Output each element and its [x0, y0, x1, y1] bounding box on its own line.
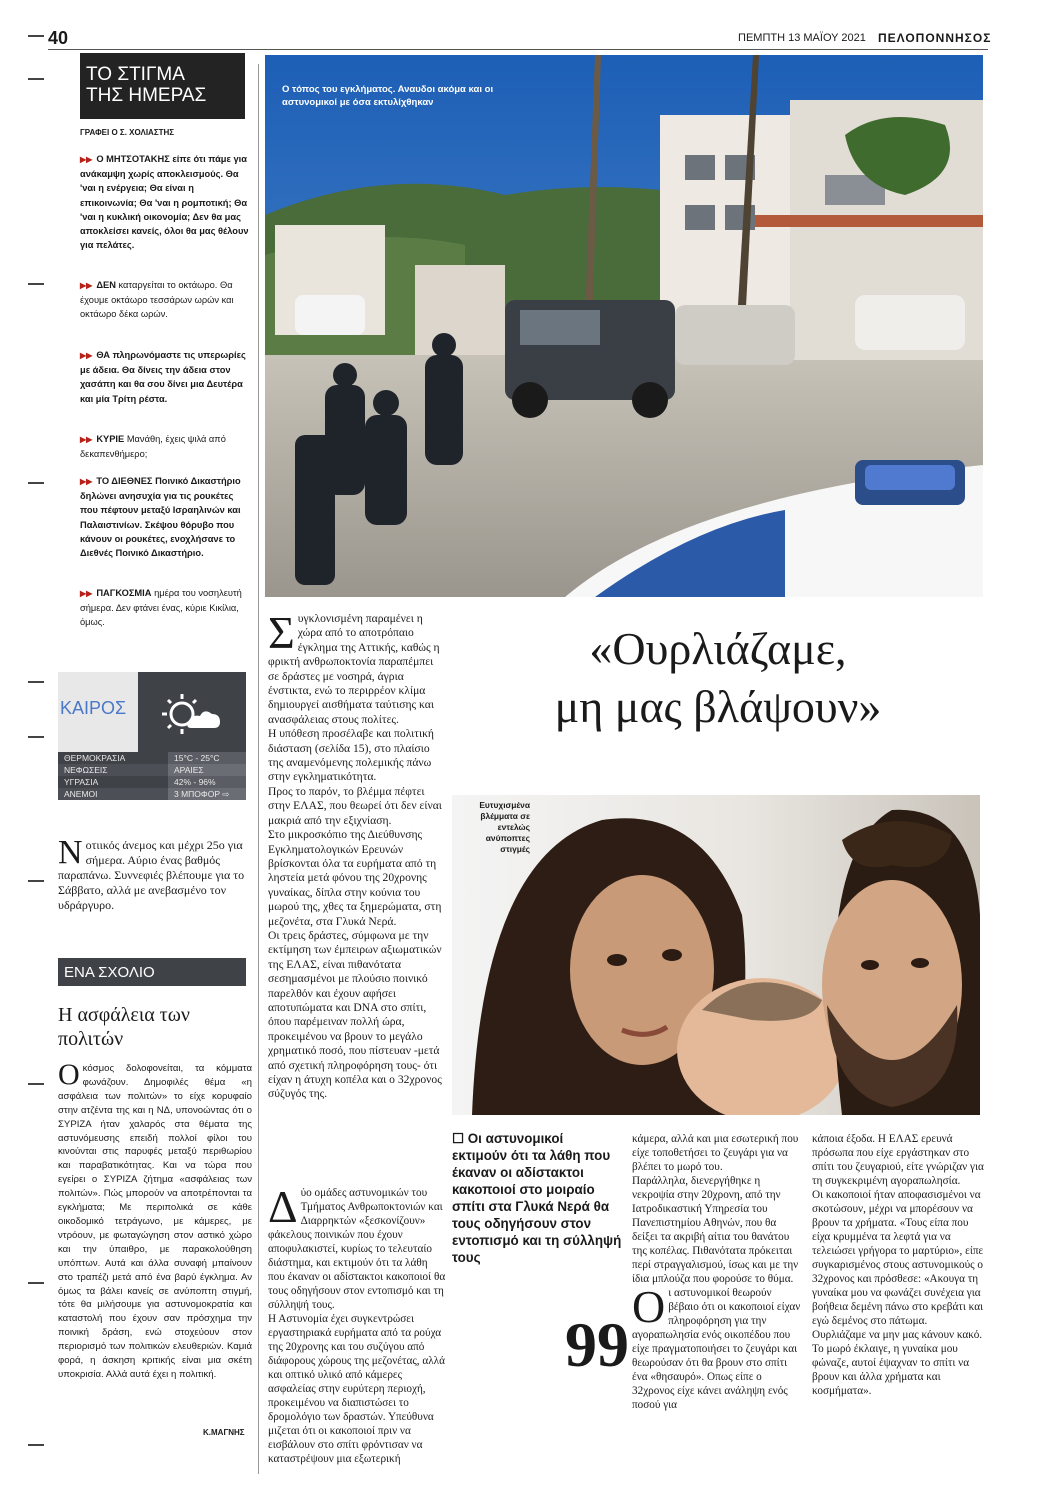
weather-box — [58, 672, 246, 824]
scan-mark — [28, 78, 44, 80]
scan-mark — [28, 880, 44, 882]
weather-row — [58, 764, 246, 776]
stigma-title-line1: ΤΟ ΣΤΙΓΜΑ — [86, 64, 185, 85]
crime-scene-image — [265, 55, 983, 597]
article-paragraph: κάποια έξοδα. Η ΕΛΑΣ ερευνά πρόσωπα που είχε εργάστηκαν στο σπίτι του ζευγαριού, είτε γνώριζαν για τη συγκεκριμένη αγοραπωλησία. — [812, 1133, 984, 1187]
crime-scene-caption: Ο τόπος του εγκλήματος. Αναυδοι ακόμα και οι αστυνομικοί με όσα εκτυλίχθηκαν — [282, 84, 494, 108]
scan-mark — [28, 736, 44, 738]
newspaper-name: ΠΕΛΟΠΟΝΝΗΣΟΣ — [878, 31, 992, 45]
stigma-item-lead: ΔΕΝ — [96, 280, 116, 290]
arrow-icon: ▶▶ — [80, 155, 93, 164]
issue-date: ΠΕΜΠΤΗ 13 ΜΑΪΟΥ 2021 — [738, 32, 866, 44]
scan-mark — [28, 482, 44, 484]
article-column-4 — [812, 1132, 984, 1398]
stigma-item — [80, 278, 250, 322]
scan-mark — [28, 35, 44, 37]
scan-mark — [28, 283, 44, 285]
weather-text — [58, 834, 248, 913]
stigma-item — [80, 152, 250, 252]
stigma-item — [80, 586, 250, 630]
family-photo-caption: Ευτυχισμένα βλέμματα σε εντελώς ανύποπτες στιγμές — [479, 800, 530, 854]
comment-label: ΕΝΑ ΣΧΟΛΙΟ — [64, 964, 155, 981]
article-paragraph: Οι κακοποιοί ήταν αποφασισμένοι να σκοτώσουν, μέχρι να μπορέσουν να βρουν τα χρήματα. «Τους είπα που είχα κρυμμένα τα λεφτά για να τελειώσει γρήγορα το μαρτύριο», είπε συγκαρισμένος στους αστυνομικούς ο 32χρονος και πρόσθεσε: «Ακουγα τη γυναίκα μου να φωνάζει συνέχεια για βοήθεια δεμένη πάνω στο κρεβάτι και εγώ δεμένος στο πάτωμα. Ουρλιάζαμε να μην μας κάνουν κακό. Το μωρό έκλαιγε, η γυναίκα μου φώναζε, αυτοί έψαχναν το σπίτι να βρουν και άλλα χρήματα και κοσμήματα». — [812, 1189, 984, 1397]
stigma-item-lead: ΚΥΡΙΕ — [96, 434, 125, 444]
arrow-icon: ▶▶ — [80, 477, 93, 486]
weather-key: ΘΕΡΜΟΚΡΑΣΙΑ — [58, 752, 168, 764]
stigma-item-text: καταργείται το οκτάωρο. Θα έχουμε οκτάωρο τεσσάρων ωρών και οκτάωρο δέκα ωρών. — [80, 280, 234, 320]
article-paragraph: ι αστυνομικοί θεωρούν βέβαιο ότι οι κακοποιοί είχαν πληροφόρηση για την αγοραπωλησία ενός οικοπέδου που είχε πραγματοποιήσει το ζευγάρι και θεωρούσαν ότι θα βρουν στο σπίτι ένα «θησαυρό». Οπως είπε ο 32χρονος είχε κάνει ανάληψη ενός ποσού για — [632, 1287, 801, 1411]
pull-quote-text: Οι αστυνομικοί εκτιμούν ότι τα λάθη που έκαναν οι αδίστακτοι κακοποιοί στο μοιραίο σπίτι στα Γλυκά Νερά θα τους οδηγήσουν στον εντοπισμό και τη σύλληψή τους — [452, 1131, 622, 1265]
drop-cap: Ο — [632, 1281, 666, 1332]
scan-mark — [28, 1444, 44, 1446]
article-column-3 — [632, 1132, 802, 1412]
stigma-item — [80, 432, 250, 461]
comment-header — [58, 958, 246, 986]
weather-key: ΝΕΦΩΣΕΙΣ — [58, 764, 168, 776]
article-paragraph: Οι τρεις δράστες, σύμφωνα με την εκτίμηση των έμπειρων αξιωματικών της ΕΛΑΣ, είναι πιθανότατα σεσημασμένοι με πλούσιο ποινικό παρελθόν και έχουν αφήσει αποτυπώματα και DNA στο σπίτι, όπου παρέμειναν πολλή ώρα, προκειμένου να βρουν το μεγάλο χρηματικό ποσό, που πίστευαν -μετά από σχετική πληροφόρηση τους- ότι είχαν η άτυχη κοπέλα και ο 32χρονος σύζυγός της. — [268, 928, 442, 1101]
weather-icon-panel — [138, 672, 246, 752]
weather-value: 15°C - 25°C — [168, 752, 246, 764]
stigma-item-text: ημέρα του νοσηλευτή σήμερα. Δεν φτάνει ένας, κύριε Κικίλια, όμως. — [80, 588, 242, 628]
article-paragraph: κάμερα, αλλά και μια εσωτερική που είχε τοποθετήσει το ζευγάρι για να βλέπει το μωρό του. — [632, 1133, 799, 1173]
arrow-icon: ▶▶ — [80, 351, 93, 360]
comment-body — [58, 1058, 252, 1382]
weather-label: ΚΑΙΡΟΣ — [60, 698, 127, 718]
weather-value: 3 ΜΠΟΦΟΡ ⇨ — [168, 788, 246, 800]
page-number: 40 — [48, 28, 69, 48]
pull-quote — [452, 1130, 622, 1266]
article-column-1 — [268, 607, 446, 1102]
sun-cloud-icon — [138, 672, 246, 752]
article-headline — [458, 620, 978, 736]
drop-cap: Ν — [58, 834, 83, 871]
weather-value: 42% - 96% — [168, 776, 246, 788]
stigma-item — [80, 348, 250, 406]
article-paragraph: υγκλονισμένη παραμένει η χώρα από το αποτρόπαιο έγκλημα της Αττικής, καθώς η φρικτή ανθρωποκτονία παραπέμπει σε δράστες με νοσηρά, άγρια ένστικτα, ενώ το περιρρέον κλίμα δημιουργεί αισθήματα ταύτισης και ανασφάλειας στους πολίτες. — [268, 612, 440, 726]
article-column-1b — [268, 1181, 446, 1466]
stigma-item-text: Μανάθη, έχεις ψιλά από δεκαπενθήμερο; — [80, 434, 226, 460]
comment-title: Η ασφάλεια των πολιτών — [58, 1004, 190, 1050]
weather-value: ΑΡΑΙΕΣ — [168, 764, 246, 776]
weather-row — [58, 788, 246, 800]
drop-cap: Ο — [58, 1058, 80, 1091]
stigma-item-text: είπε ότι πάμε για ανάκαμψη χωρίς αποκλεισμούς. Θα 'ναι η ενέργεια; Θα είναι η επικοινωνία; Θα 'ναι η ρομποτική; Θα 'ναι η κυκλική οικονομία; Δεν θα μας αποκλείσει κανείς, όλοι θα μας θέλουν για πελάτες. — [80, 154, 249, 251]
scan-mark — [28, 1083, 44, 1085]
stigma-item — [80, 474, 250, 560]
stigma-author: ΓΡΑΦΕΙ Ο Σ. ΧΟΛΙΑΣΤΗΣ — [80, 128, 175, 137]
crime-scene-photo — [265, 55, 983, 597]
stigma-item-lead: ΠΑΓΚΟΣΜΙΑ — [96, 588, 152, 598]
weather-table — [58, 752, 246, 800]
article-paragraph: Προς το παρόν, το βλέμμα πέφτει στην ΕΛΑΣ, που θεωρεί ότι δεν είναι μακριά από την εξιχνίαση. — [268, 784, 442, 827]
quote-mark-icon: 99 — [565, 1309, 629, 1380]
scan-mark — [28, 1282, 44, 1284]
weather-row — [58, 776, 246, 788]
drop-cap: Σ — [268, 607, 295, 658]
weather-header — [58, 672, 246, 752]
arrow-icon: ▶▶ — [80, 281, 93, 290]
header-rule — [48, 49, 988, 50]
comment-signature: Κ.ΜΑΓΝΗΣ — [203, 1428, 245, 1437]
stigma-title-line2: ΤΗΣ ΗΜΕΡΑΣ — [86, 85, 207, 106]
stigma-header — [80, 53, 245, 119]
article-paragraph: Η υπόθεση προσέλαβε και πολιτική διάσταση (σελίδα 15), στο πλαίσιο της αναμενόμενης πολεμικής πάνω στην εγκληματικότητα. — [268, 727, 434, 784]
article-paragraph: ύο ομάδες αστυνομικών του Τμήματος Ανθρωποκτονιών και Διαρρηκτών «ξεσκονίζουν» φάκελους ποινικών που έχουν αποφυλακιστεί, κυρίως το τελευταίο διάστημα, και εκτιμούν ότι τα λάθη που έκαναν οι αδίστακτοι κακοποιοί θα τους οδηγήσουν στον εντοπισμό και τη σύλληψή τους. — [268, 1187, 446, 1311]
arrow-icon: ▶▶ — [80, 589, 93, 598]
article-paragraph: Η Αστυνομία έχει συγκεντρώσει εργαστηριακά ευρήματα από τα ρούχα της 20χρονης και του συζύγου από διάφορους χώρους της μεζονέτας, αλλά και οπτικό υλικό από κάμερες ασφαλείας στην ευρύτερη περιοχή, προκειμένου να διαπιστώσει το δρομολόγιο των δραστών. Υπεύθυνα μιζεται ότι οι κακοποιοί πριν να εισβάλουν στο σπίτι φρόντισαν να καταστρέψουν μια εξωτερική — [268, 1313, 445, 1465]
article-paragraph: Παράλληλα, διενεργήθηκε η νεκροψία στην 20χρονη, από την Ιατροδικαστική Υπηρεσία του Πανεπιστημίου Αθηνών, που θα δείξει τα ακριβή αίτια του θανάτου της κοπέλας. Πιθανότατα πρόκειται περί στραγγαλισμού, ίσως και με την ίδια μπλούζα που φορούσε το θύμα. — [632, 1175, 799, 1285]
stigma-item-lead: Ο ΜΗΤΣΟΤΑΚΗΣ — [96, 154, 170, 164]
weather-key: ΑΝΕΜΟΙ — [58, 788, 168, 800]
comment-text: κόσμος δολοφονείται, τα κόμματα φωνάζουν. Δημοφιλές θέμα «η ασφάλεια των πολιτών» το είχε κορυφαίο στην ατζέντα της και η ΝΔ, υπονοώντας ότι ο ΣΥΡΙΖΑ ήταν χαλαρός στα θέματα της αστυνόμευσης επειδή πολλοί φίλοι του κινούνται στις παρυφές μεταξύ περιθωρίου και παραβατικότητας. Και να τώρα που εγείρει ο ΣΥΡΙΖΑ ζήτημα «ασφάλειας των πολιτών». Πώς μπορούν να αποτρέπονται τα εγκλήματα; Με περιπολικά σε κάθε οικοδομικό τετράγωνο, με κάμερες, με ντρόουν, με φωταγώγηση στον αστικό χώρο και την ύπαιθρο, με παρακολούθηση υπόπτων. Αυτά και άλλα συναφή μπαίνουν στο τραπέζι μετά από ένα βαρύ έγκλημα. Αν όμως τα βάλει κανείς σε ανύποπτη στιγμή, τότε θα μιλήσουμε για αστυνομοκρατία και καταστολή που έχουν σαν πρόσχημα την ποινική δράση, ενώ στοχεύουν στον περιορισμό των πολιτικών ελευθεριών. Καμιά φορά, η άσκηση κριτικής είναι μια σκέτη υποκρισία. Αλλά αυτά έχει η πολιτική. — [58, 1063, 252, 1380]
weather-text-body: οτιικός άνεμος και μέχρι 25ο για σήμερα. Αύριο ένας βαθμός παραπάνω. Συννεφιές βλέπουμε για το Σάββατο, αλλά με ανεβασμένο τον υδράργυρο. — [58, 838, 245, 912]
family-image — [452, 795, 980, 1115]
column-divider — [258, 64, 259, 1474]
drop-cap: Δ — [268, 1181, 298, 1232]
stigma-item-lead: ΘΑ — [96, 350, 111, 360]
weather-key: ΥΓΡΑΣΙΑ — [58, 776, 168, 788]
stigma-item-text: Ποινικό Δικαστήριο δηλώνει ανησυχία για τις ρουκέτες που πέφτουν μεταξύ Ισραηλινών και Παλαιστινίων. Σκέψου θόρυβο που κάνουν οι ρουκέτες, ενοχλήσανε το Διεθνές Ποινικό Δικαστήριο. — [80, 476, 241, 559]
stigma-item-lead: ΤΟ ΔΙΕΘΝΕΣ — [96, 476, 153, 486]
headline-line1: «Ουρλιάζαμε, — [589, 623, 847, 674]
scan-mark — [28, 681, 44, 683]
headline-line2: μη μας βλάψουν» — [554, 681, 882, 732]
article-paragraph: Στο μικροσκόπιο της Διεύθυνσης Εγκληματολογικών Ερευνών βρίσκονται όλα τα ευρήματα από τη ληστεία μετά φόνου της 20χρονης γυναίκας, δίπλα στην κούνια του μωρού της, χθες τα ξημερώματα, στη μεζονέτα, στα Γλυκά Νερά. — [268, 828, 442, 928]
square-icon: ☐ — [452, 1131, 468, 1146]
stigma-item-text: πληρωνόμαστε τις υπερωρίες με άδεια. Θα δίνεις την άδεια στον χασάπη και θα σου δίνει μια Δευτέρα και μία Τρίτη ρέστα. — [80, 350, 246, 404]
family-photo — [452, 795, 980, 1115]
arrow-icon: ▶▶ — [80, 435, 93, 444]
weather-row — [58, 752, 246, 764]
